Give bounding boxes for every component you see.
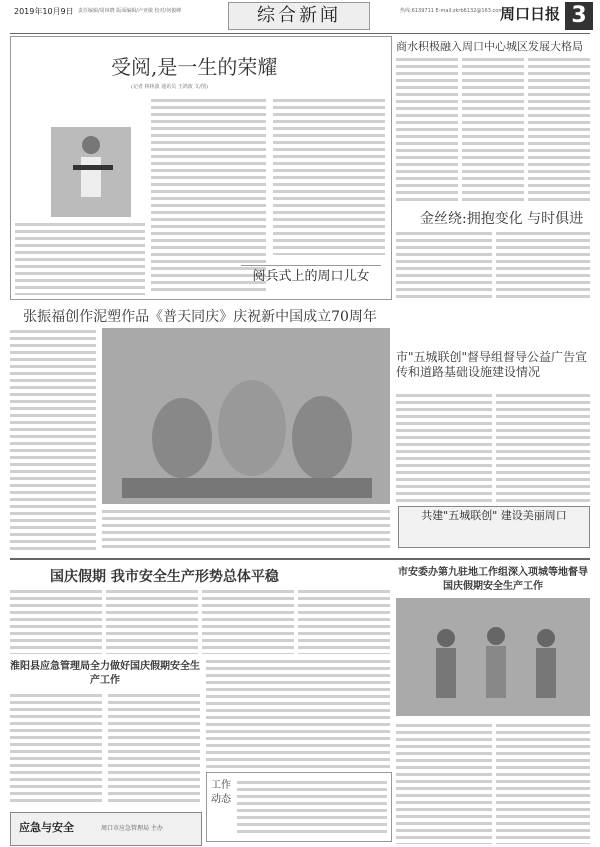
article-body xyxy=(206,658,390,768)
paper-name: 周口日报 xyxy=(500,5,561,23)
article-byline: (记者 林林波 通讯员 王鸿波 文/图) xyxy=(131,84,208,90)
inspection-photo xyxy=(396,598,590,716)
notice-box xyxy=(206,772,392,842)
article-title: 张振福创作泥塑作品《普天同庆》庆祝新中国成立70周年 xyxy=(23,309,377,325)
article-title: 市"五城联创"督导组督导公益广告宣传和道路基础设施建设情况 xyxy=(396,350,588,379)
article-title: 受阅,是一生的荣耀 xyxy=(111,55,278,79)
article-title: 金丝绕:拥抱变化 与时俱进 xyxy=(420,211,584,227)
article-shangshui xyxy=(396,36,590,206)
article-title: 商水积极融入周口中心城区发展大格局 xyxy=(396,40,583,53)
safety-column-box xyxy=(10,812,202,846)
editor-nav: 责任编辑/周林晓 版面编辑/卢亚敏 校对/何俊峰 xyxy=(78,8,182,14)
people-icon xyxy=(396,598,590,716)
article-huaiyang xyxy=(10,658,200,808)
soldier-icon xyxy=(51,127,131,217)
article-subhead: 阅兵式上的周口儿女 xyxy=(241,265,381,288)
sculpture-photo xyxy=(102,328,390,504)
contact-info: 热线:6139711 E-mail:zkrb6132@163.com xyxy=(400,8,504,14)
article-body xyxy=(496,230,590,300)
page-header xyxy=(0,0,600,34)
issue-date: 2019年10月9日 xyxy=(14,7,74,16)
article-clay-sculpture xyxy=(10,302,390,554)
article-body xyxy=(396,56,458,204)
article-body xyxy=(298,588,390,654)
article-inspection xyxy=(396,562,590,847)
article-body xyxy=(528,56,590,204)
column-footer: 周口市应急管理局 主办 xyxy=(101,825,163,832)
article-body xyxy=(108,692,200,806)
article-five-cities xyxy=(396,302,590,554)
header-divider xyxy=(10,33,590,34)
article-body xyxy=(396,230,492,300)
banner-five-cities: 共建"五城联创" 建设美丽周口 xyxy=(398,506,590,548)
article-body xyxy=(396,392,492,502)
article-body xyxy=(202,588,294,654)
photo-caption xyxy=(102,508,390,550)
sculpture-icon xyxy=(102,328,390,504)
article-body xyxy=(10,588,102,654)
article-safety xyxy=(10,562,390,654)
article-body xyxy=(462,56,524,204)
notice-title: 工作动态 xyxy=(211,780,231,805)
soldier-photo xyxy=(51,127,131,217)
article-body xyxy=(10,692,102,806)
article-body xyxy=(496,722,590,844)
article-body xyxy=(396,722,492,844)
article-parade xyxy=(10,36,392,300)
article-title: 市安委办第九驻地工作组深入项城等地督导国庆假期安全生产工作 xyxy=(398,567,588,592)
article-body xyxy=(273,97,385,255)
article-title: 淮阳县应急管理局全力做好国庆假期安全生产工作 xyxy=(10,661,200,686)
article-title: 国庆假期 我市安全生产形势总体平稳 xyxy=(50,569,279,585)
section-divider xyxy=(10,558,590,560)
article-jinsirao xyxy=(396,208,590,300)
article-body xyxy=(496,392,590,502)
column-title: 应急与安全 xyxy=(19,821,74,834)
article-body xyxy=(106,588,198,654)
notice-body xyxy=(237,779,387,835)
page-number: 3 xyxy=(565,2,593,30)
article-body xyxy=(10,328,96,550)
article-body xyxy=(15,221,145,295)
section-title: 综合新闻 xyxy=(228,2,370,30)
